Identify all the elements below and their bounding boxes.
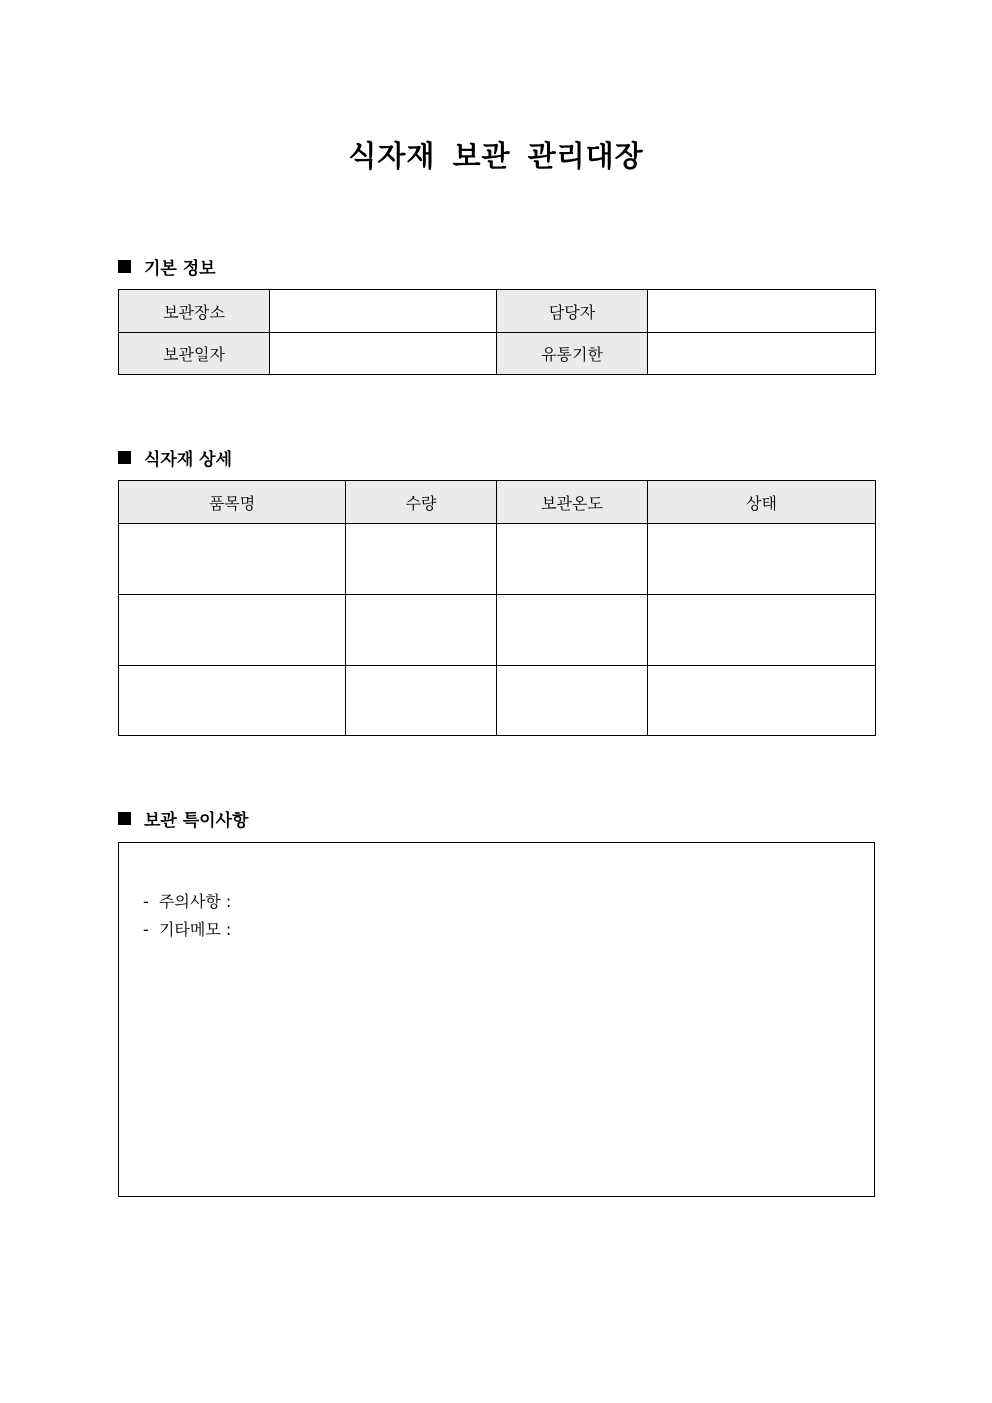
table-header-row: [119, 481, 876, 524]
column-header-storage-temp: 보관온도: [497, 481, 648, 524]
basic-info-heading-label: 기본 정보: [144, 259, 216, 279]
details-heading: [118, 445, 232, 470]
details-heading-label: 식자재 상세: [144, 450, 233, 470]
notes-box[interactable]: [118, 842, 875, 1197]
square-bullet-icon: [118, 451, 131, 464]
status-cell[interactable]: [648, 524, 876, 595]
status-cell[interactable]: [648, 666, 876, 736]
column-header-status: 상태: [648, 481, 876, 524]
notes-heading: [118, 806, 248, 831]
square-bullet-icon: [118, 260, 131, 273]
item-name-cell[interactable]: [119, 524, 346, 595]
page-title: 식자재 보관 관리대장: [348, 139, 644, 173]
status-cell[interactable]: [648, 595, 876, 666]
basic-info-table: [118, 289, 876, 375]
square-bullet-icon: [118, 812, 131, 825]
column-header-item-name: 품목명: [119, 481, 346, 524]
item-name-cell[interactable]: [119, 595, 346, 666]
storage-date-label: 보관일자: [119, 333, 270, 375]
quantity-cell[interactable]: [346, 595, 497, 666]
storage-temp-cell[interactable]: [497, 524, 648, 595]
caution-note-line: - 주의사항 :: [143, 892, 232, 911]
table-row: [119, 290, 876, 333]
manager-field[interactable]: [648, 290, 876, 333]
notes-heading-label: 보관 특이사항: [144, 811, 249, 831]
other-memo-line: - 기타메모 :: [143, 920, 232, 939]
storage-date-field[interactable]: [270, 333, 497, 375]
quantity-cell[interactable]: [346, 524, 497, 595]
table-row: [119, 666, 876, 736]
storage-temp-cell[interactable]: [497, 595, 648, 666]
basic-info-heading: [118, 254, 216, 279]
column-header-quantity: 수량: [346, 481, 497, 524]
expiry-date-field[interactable]: [648, 333, 876, 375]
storage-location-field[interactable]: [270, 290, 497, 333]
table-row: [119, 333, 876, 375]
item-name-cell[interactable]: [119, 666, 346, 736]
table-row: [119, 524, 876, 595]
details-table: [118, 480, 876, 736]
manager-label: 담당자: [497, 290, 648, 333]
storage-location-label: 보관장소: [119, 290, 270, 333]
table-row: [119, 595, 876, 666]
expiry-date-label: 유통기한: [497, 333, 648, 375]
storage-temp-cell[interactable]: [497, 666, 648, 736]
quantity-cell[interactable]: [346, 666, 497, 736]
